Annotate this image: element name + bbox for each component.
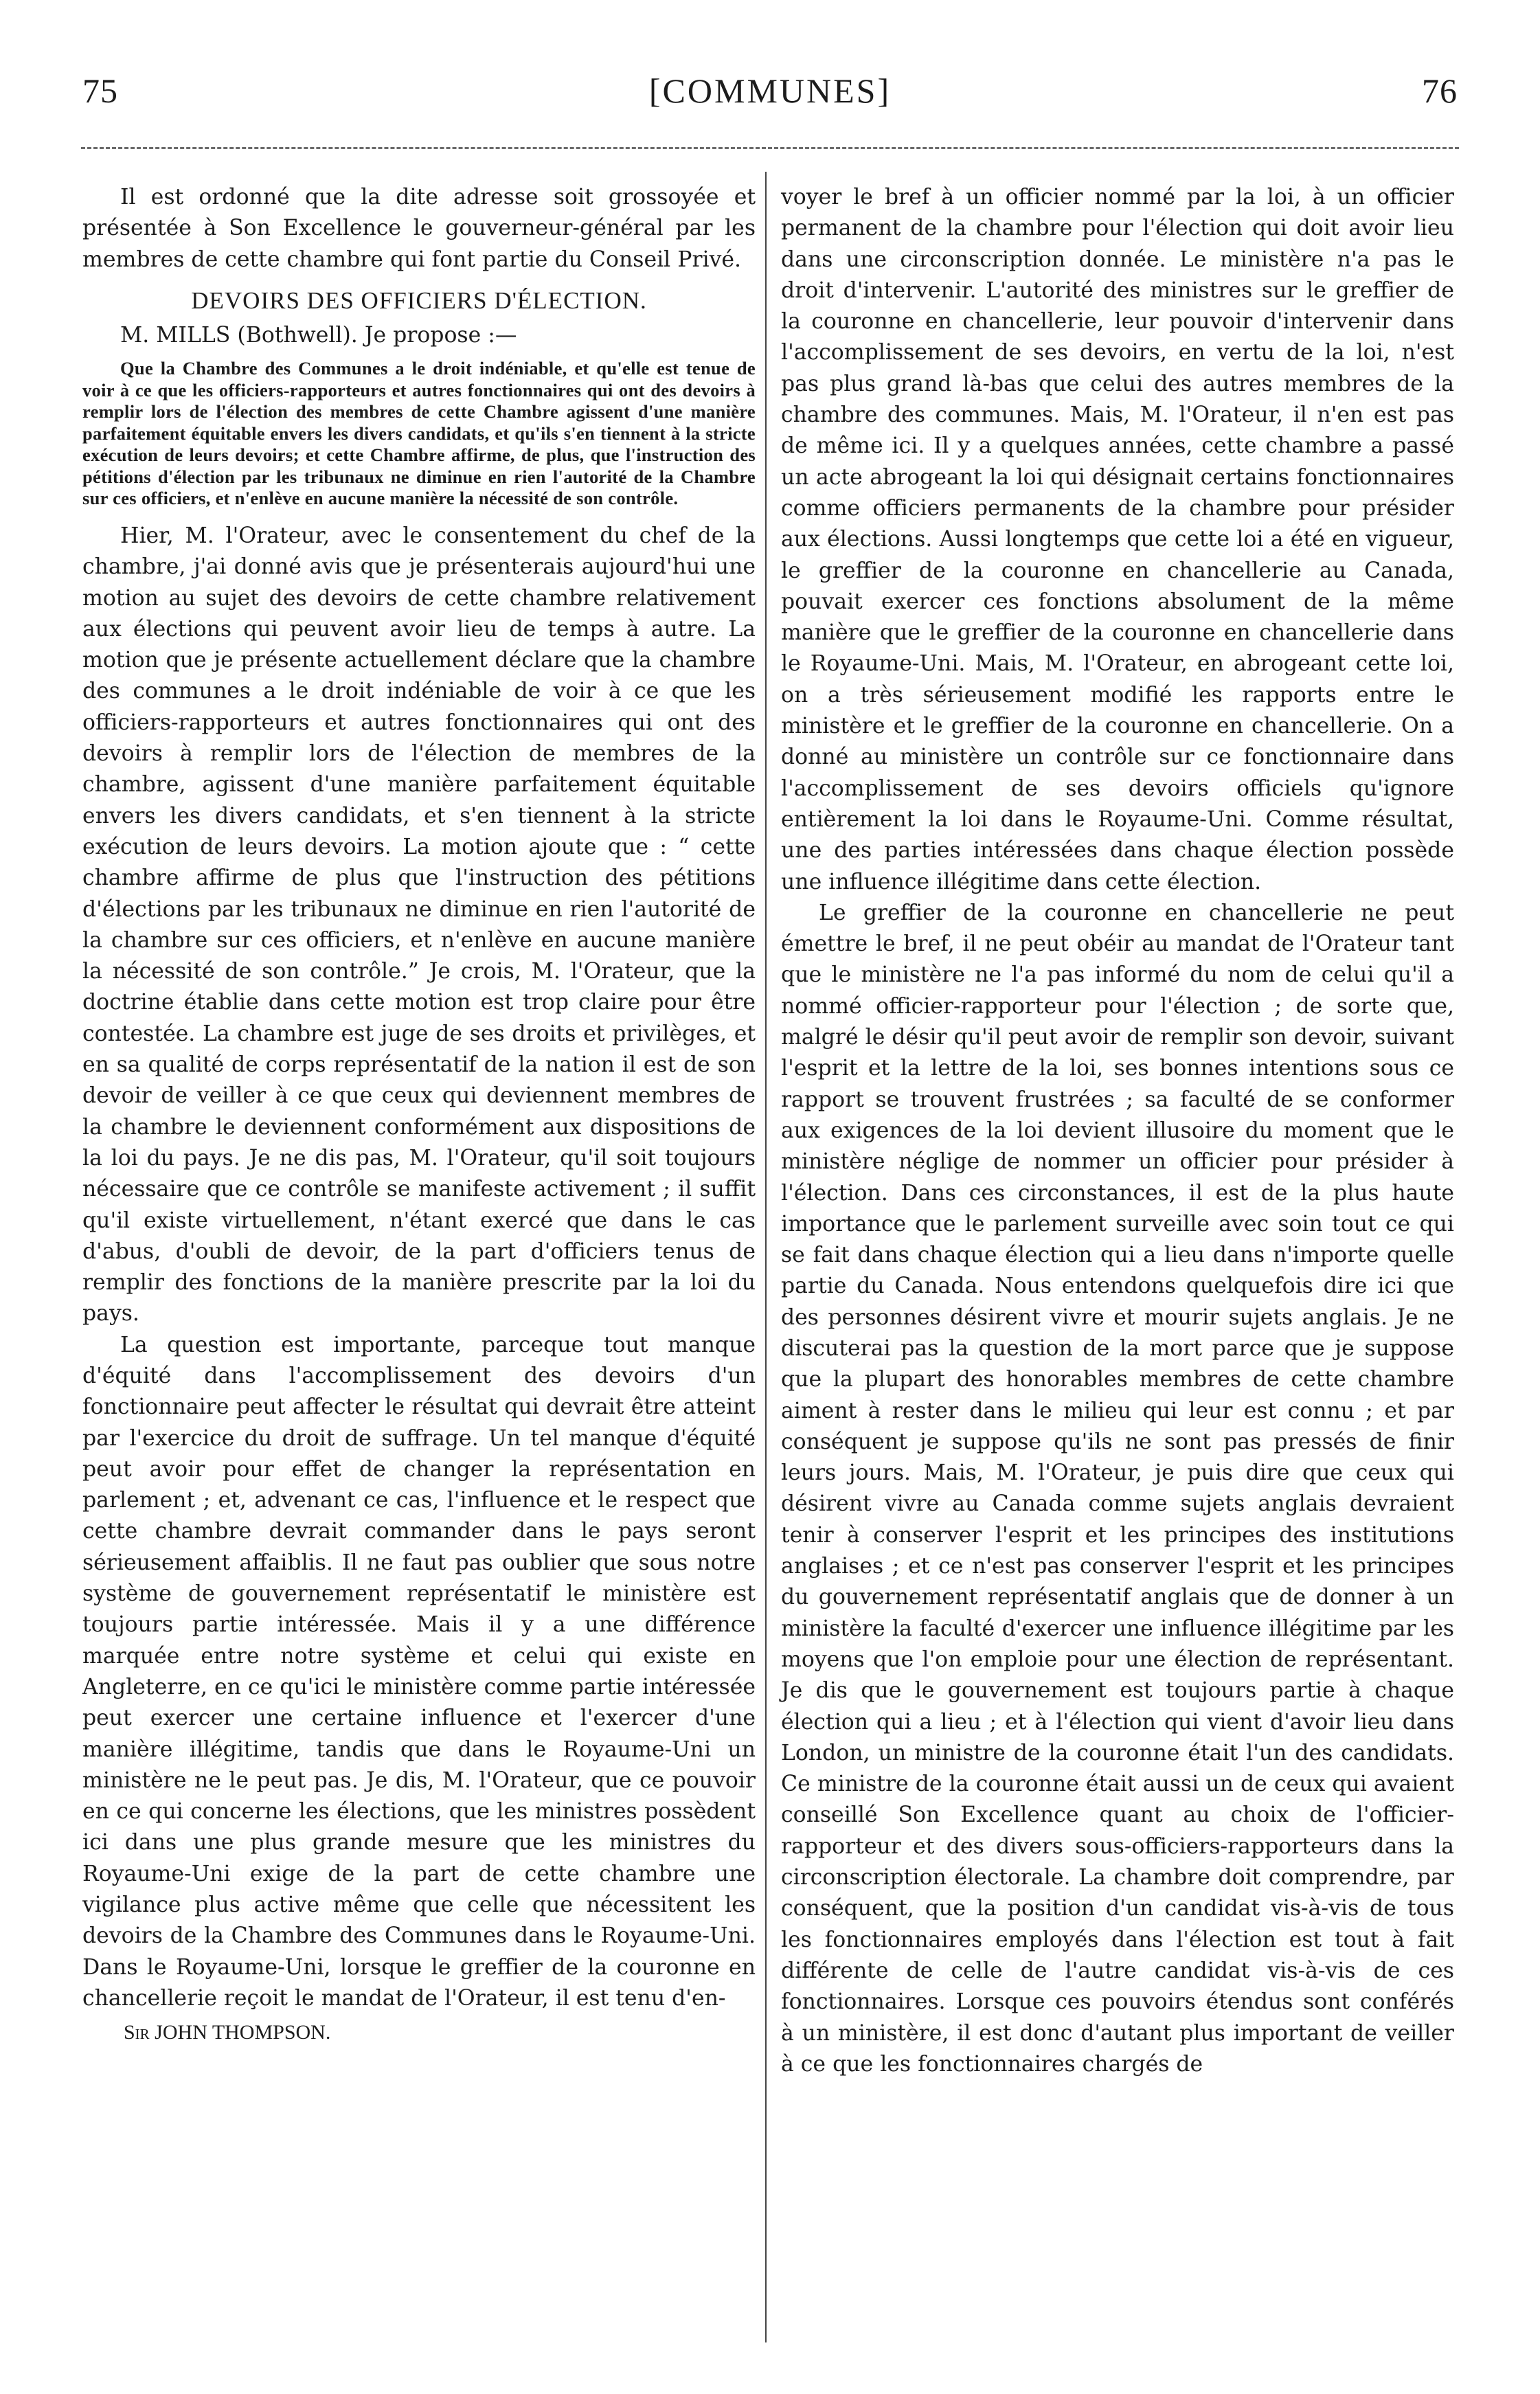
right-paragraph-2: Le greffier de la couronne en chancellerie ne peut émettre le bref, il ne peut obéir au mandat de l'Orateur tant que le ministère ne l'a pas informé du nom de celui qu'il a nommé officier-rapporteur pour l'élection ; de sorte que, malgré le désir qu'il peut avoir de remplir son devoir, suivant l'esprit et la lettre de la loi, ses bonnes intentions sous ce rapport se trouvent frustrées ; sa faculté de se conformer aux exigences de la loi devient illusoire du moment que le ministère néglige de nommer un officier pour présider à l'élection. Dans ces circonstances, il est de la plus haute importance que le parlement surveille avec soin tout ce qui se fait dans chaque élection qui a lieu dans n'importe quelle partie du Canada. Nous entendons quelquefois dire ici que des personnes désirent vivre et mourir sujets anglais. Je ne discuterai pas la question de la mort parce que je suppose que la plupart des honorables membres de cette chambre aiment à rester dans le milieu qui leur est connu ; et par conséquent je suppose qu'ils ne sont pas pressés de finir leurs jours. Mais, M. l'Orateur, je puis dire que ceux qui désirent vivre au Canada comme sujets anglais devraient tenir à conserver l'esprit et les principes des institutions anglaises ; et ce n'est pas conserver l'esprit et les principes du gouvernement représentatif anglais que de donner à un ministère la faculté d'exercer une influence illégitime par les moyens que l'on emploie pour une élection de représentant. Je dis que le gouvernement est toujours partie à chaque élection qui a lieu ; et à l'élection qui vient d'avoir lieu dans London, un ministre de la couronne était l'un des candidats. Ce ministre de la couronne était aussi un de ceux qui avaient conseillé Son Excellence quant au choix de l'officier-rapporteur et des divers sous-officiers-rapporteurs dans la circonscription électorale. La chambre doit comprendre, par conséquent, que la position d'un candidat vis-à-vis de tous les fonctionnaires employés dans l'élection est tout à fait différente de celle de l'autre candidat vis-à-vis de ces fonctionnaires. Lorsque ces pouvoirs étendus sont conférés à un ministère, il est donc d'autant plus important de veiller à ce que les fonctionnaires chargés de (781, 900, 1454, 2077)
signature: Sir JOHN THOMPSON. (124, 2021, 331, 2044)
running-title: [COMMUNES] (648, 71, 892, 110)
left-paragraph-1: Hier, M. l'Orateur, avec le consentement du chef de la chambre, j'ai donné avis que je présenterais aujourd'hui une motion au sujet des devoirs de cette chambre relativement aux élections qui peuvent avoir lieu de temps à autre. La motion que je présente actuellement déclare que la chambre des communes a le droit indéniable de voir à ce que les officiers-rapporteurs et autres fonctionnaires qui ont des devoirs à remplir lors de l'élection de membres de la chambre, agissent d'une manière parfaitement équitable envers les divers candidats, et s'en tiennent à la stricte exécution de leurs devoirs. La motion ajoute que : “ cette chambre affirme de plus que l'instruction des pétitions d'élections par les tribunaux ne diminue en rien l'autorité de la chambre sur ces officiers, et n'enlève en aucune manière la nécessité de son contrôle.” Je crois, M. l'Orateur, que la doctrine établie dans cette motion est trop claire pour être contestée. La chambre est juge de ses droits et privilèges, et en sa qualité de corps représentatif de la nation il est de son devoir de veiller à ce que ceux qui deviennent membres de la chambre le deviennent conformément aux dispositions de la loi du pays. Je ne dis pas, M. l'Orateur, qu'il soit toujours nécessaire que ce contrôle se manifeste activement ; il suffit qu'il existe virtuellement, n'étant exercé que dans le cas d'abus, d'oubli de devoir, de la part d'officiers tenus de remplir des fonctions de la manière prescrite par la loi du pays. (82, 523, 756, 1326)
left-paragraph-2: La question est importante, parceque tout manque d'équité dans l'accomplissement des devoirs d'un fonctionnaire peut affecter le résultat qui devrait être atteint par l'exercice du droit de suffrage. Un tel manque d'équité peut avoir pour effet de changer la représentation en parlement ; et, advenant ce cas, l'influence et le respect que cette chambre devrait commander dans le pays seront sérieusement affaiblis. Il ne faut pas oublier que sous notre système de gouvernement représentatif le ministère est toujours partie intéressée. Mais il y a une différence marquée entre notre système et celui qui existe en Angleterre, en ce qu'ici le ministère comme partie intéressée peut exercer une certaine influence et l'exercer d'une manière illégitime, tandis que dans le Royaume-Uni un ministère ne le peut pas. Je dis, M. l'Orateur, que ce pouvoir en ce qui concerne les élections, que les ministres possèdent ici dans une plus grande mesure que les ministres du Royaume-Uni exige de la part de cette chambre une vigilance plus active même que celle que nécessitent les devoirs de la Chambre des Communes dans le Royaume-Uni. Dans le Royaume-Uni, lorsque le greffier de la couronne en chancellerie reçoit le mandat de l'Orateur, il est tenu d'en- (82, 1332, 756, 2011)
opening-paragraph: Il est ordonné que la dite adresse soit grossoyée et présentée à Son Excellence le gouverneur-général par les membres de cette chambre qui font partie du Conseil Privé. (82, 185, 756, 272)
column-divider (765, 172, 767, 2342)
right-paragraph-1: voyer le bref à un officier nommé par la loi, à un officier permanent de la chambre pour l'élection qui doit avoir lieu dans une circonscription donnée. Le ministère n'a pas le droit d'intervenir. L'autorité des ministres sur le greffier de la couronne en chancellerie, leur pouvoir d'intervenir dans l'accomplissement de ses devoirs, en vertu de la loi, n'est pas plus grand là-bas que celui des autres membres de la chambre des communes. Mais, M. l'Orateur, il n'en est pas de même ici. Il y a quelques années, cette chambre a passé un acte abrogeant la loi qui désignait certains fonctionnaires comme officiers permanents de la chambre pour présider aux élections. Aussi longtemps que cette loi a été en vigueur, le greffier de la couronne en chancellerie au Canada, pouvait exercer ces fonctions absolument de la même manière que le greffier de la couronne en chancellerie dans le Royaume-Uni. Mais, M. l'Orateur, en abrogeant cette loi, on a très sérieusement modifié les rapports entre le ministère et le greffier de la couronne en chancellerie. On a donné au ministère un contrôle sur ce fonctionnaire dans l'accomplissement de ses devoirs officiels qu'ignore entièrement la loi dans le Royaume-Uni. Comme résultat, une des parties intéressées dans chaque élection possède une influence illégitime dans cette élection. (781, 185, 1454, 894)
left-column (82, 182, 756, 2048)
right-page-number: 76 (1422, 71, 1458, 110)
motion-text: Que la Chambre des Communes a le droit indéniable, et qu'elle est tenue de voir à ce que les officiers-rapporteurs et autres fonctionnaires qui ont des devoirs à remplir lors de l'élection des membres de cette Chambre agissent d'une manière parfaitement équitable envers les divers candidats, et qu'ils s'en tiennent à la stricte exécution de leurs devoirs; et cette Chambre affirme, de plus, que l'instruction des pétitions d'élection par les tribunaux ne diminue en rien l'autorité de la Chambre sur ces officiers, et n'enlève en aucune manière la nécessité de son contrôle. (82, 358, 756, 509)
left-page-number: 75 (82, 71, 118, 110)
page-header (82, 63, 1458, 118)
speaker-line: M. MILLS (Bothwell). Je propose :— (120, 323, 517, 348)
right-column (781, 182, 1454, 2080)
section-heading: DEVOIRS DES OFFICIERS D'ÉLECTION. (191, 286, 647, 314)
header-rule (81, 147, 1459, 149)
